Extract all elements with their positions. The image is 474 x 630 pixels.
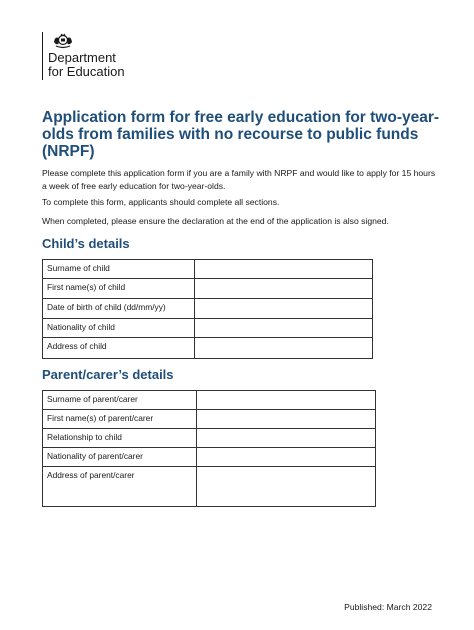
table-row	[43, 448, 376, 467]
logo-line-2: for Education	[48, 64, 125, 79]
table-row	[43, 410, 376, 429]
child-nationality-input[interactable]	[194, 319, 372, 338]
child-first-names-input[interactable]	[194, 279, 372, 299]
field-label: Date of birth of child (dd/mm/yy)	[43, 299, 195, 319]
field-label: Address of parent/carer	[43, 467, 197, 507]
child-details-heading: Child’s details	[42, 236, 130, 251]
child-details-table	[42, 259, 373, 359]
parent-details-heading: Parent/carer’s details	[42, 367, 174, 382]
table-row	[43, 279, 373, 299]
table-row	[43, 338, 373, 359]
table-row	[43, 429, 376, 448]
field-label: Nationality of child	[43, 319, 195, 338]
published-date: Published: March 2022	[344, 602, 432, 612]
table-row	[43, 299, 373, 319]
logo-content	[48, 32, 125, 82]
field-label: First name(s) of child	[43, 279, 195, 299]
logo-divider	[42, 32, 43, 80]
form-title: Application form for free early education for two-year-olds from families with no recourse to public funds (NRPF)	[42, 109, 440, 160]
child-dob-input[interactable]	[194, 299, 372, 319]
relationship-input[interactable]	[196, 429, 375, 448]
table-row	[43, 467, 376, 507]
child-surname-input[interactable]	[194, 260, 372, 279]
child-address-input[interactable]	[194, 338, 372, 359]
field-label: Surname of parent/carer	[43, 391, 197, 410]
department-logo	[42, 32, 125, 82]
logo-line-1: Department	[48, 50, 116, 65]
intro-paragraph-3: When completed, please ensure the declaration at the end of the application is also signed.	[42, 216, 389, 226]
table-row	[43, 260, 373, 279]
table-row	[43, 391, 376, 410]
field-label: Relationship to child	[43, 429, 197, 448]
field-label: First name(s) of parent/carer	[43, 410, 197, 429]
royal-crest-icon	[52, 32, 74, 49]
field-label: Address of child	[43, 338, 195, 359]
field-label: Nationality of parent/carer	[43, 448, 197, 467]
parent-first-names-input[interactable]	[196, 410, 375, 429]
parent-details-table	[42, 390, 376, 507]
parent-address-input[interactable]	[196, 467, 375, 507]
parent-nationality-input[interactable]	[196, 448, 375, 467]
field-label: Surname of child	[43, 260, 195, 279]
parent-surname-input[interactable]	[196, 391, 375, 410]
intro-paragraph-2: To complete this form, applicants should complete all sections.	[42, 197, 280, 207]
table-row	[43, 319, 373, 338]
intro-paragraph-1: Please complete this application form if you are a family with NRPF and would like to apply for 15 hours a week of free early education for two-year-olds.	[42, 168, 436, 191]
